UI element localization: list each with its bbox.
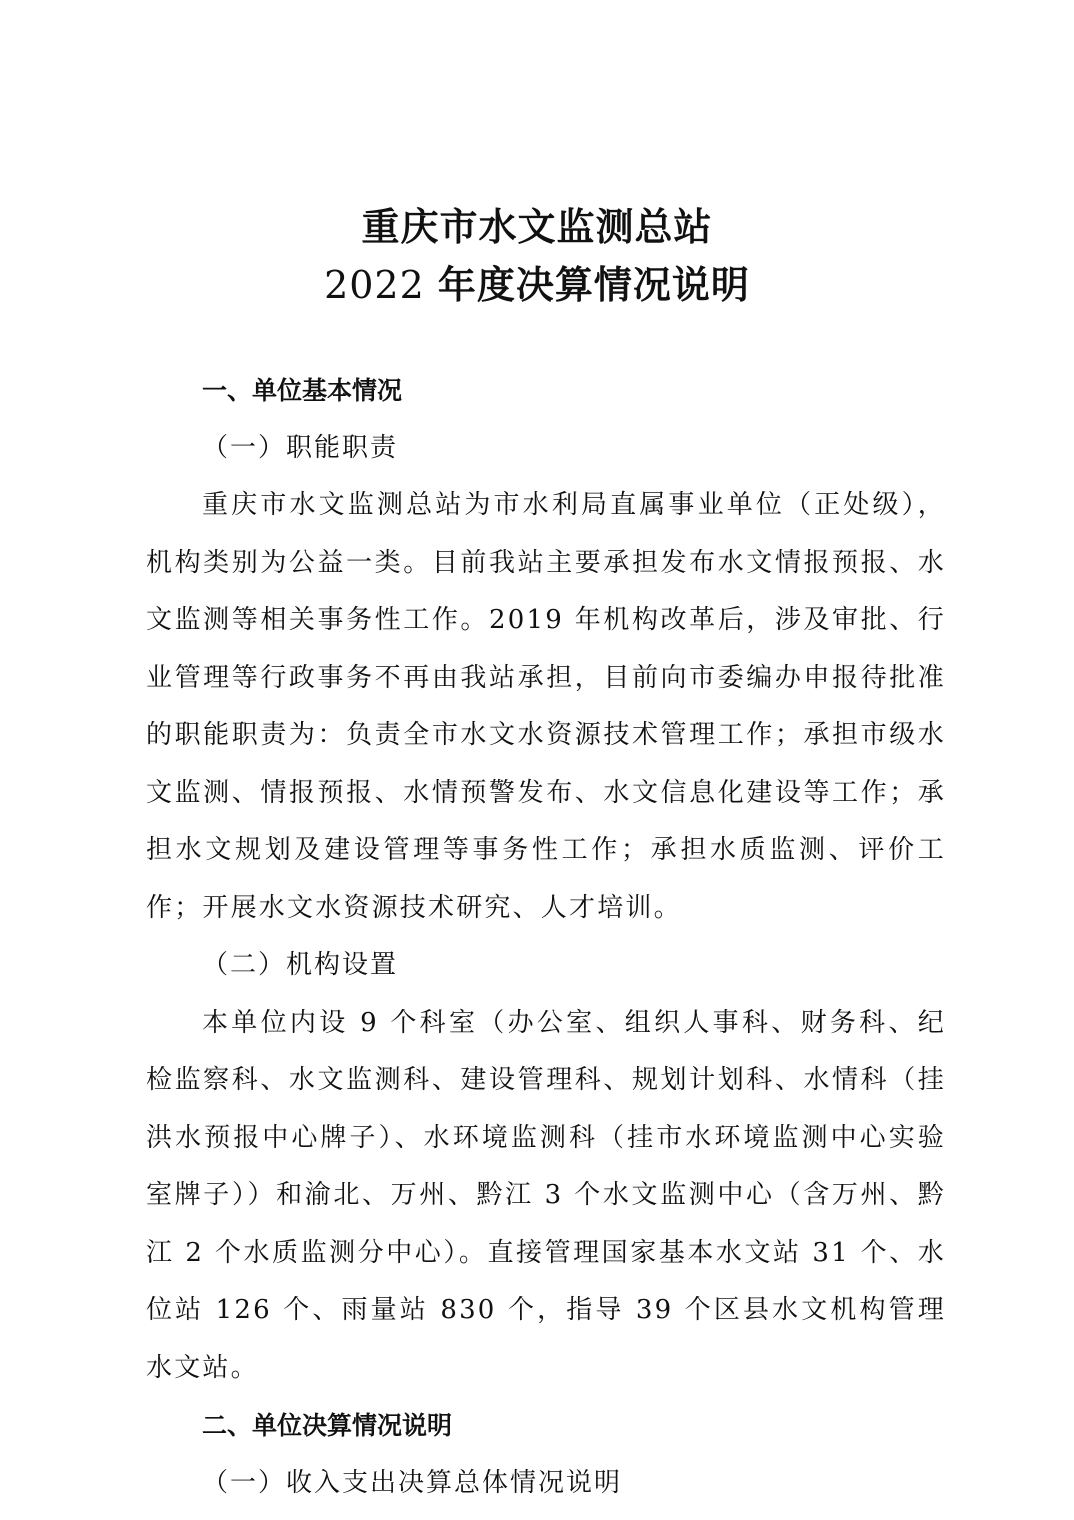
- title-year: 2022: [324, 263, 425, 307]
- section-heading-2: 二、单位决算情况说明: [202, 1411, 453, 1440]
- subsection-heading-duties: （一）职能职责: [202, 432, 399, 463]
- title-line-2: [0, 256, 1074, 314]
- subsection-heading-organization: （二）机构设置: [202, 950, 399, 980]
- document-body: [146, 362, 946, 1512]
- paragraph-organization: 本单位内设 9 个科室（办公室、组织人事科、财务科、纪检监察科、水文监测科、建设管理科、规划计划科、水情科（挂洪水预报中心牌子）、水环境监测科（挂市水环境监测中心实验室牌子））和渝北、万州、黔江 3 个水文监测中心（含万州、黔江 2 个水质监测分中心）。直接管理国家基本水文站 31 个、水位站 126 个、雨量站 830 个，指导 39 个区县水文机构管理水文站。: [146, 1007, 946, 1383]
- section-heading-1: 一、单位基本情况: [202, 376, 403, 405]
- title-line-1: 重庆市水文监测总站: [361, 204, 713, 249]
- paragraph-duties: 重庆市水文监测总站为市水利局直属事业单位（正处级），机构类别为公益一类。目前我站主要承担发布水文情报预报、水文监测等相关事务性工作。2019 年机构改革后，涉及审批、行业管理等行政事务不再由我站承担，目前向市委编办申报待批准的职能职责为：负责全市水文水资源技术管理工作；承担市级水文监测、情报预报、水情预警发布、水文信息化建设等工作；承担水文规划及建设管理等事务性工作；承担水质监测、评价工作；开展水文水资源技术研究、人才培训。: [146, 490, 946, 923]
- subsection-heading-income-expense: （一）收入支出决算总体情况说明: [202, 1467, 623, 1498]
- title-line-2-text: 年度决算情况说明: [437, 262, 750, 307]
- document-title: [0, 198, 1074, 314]
